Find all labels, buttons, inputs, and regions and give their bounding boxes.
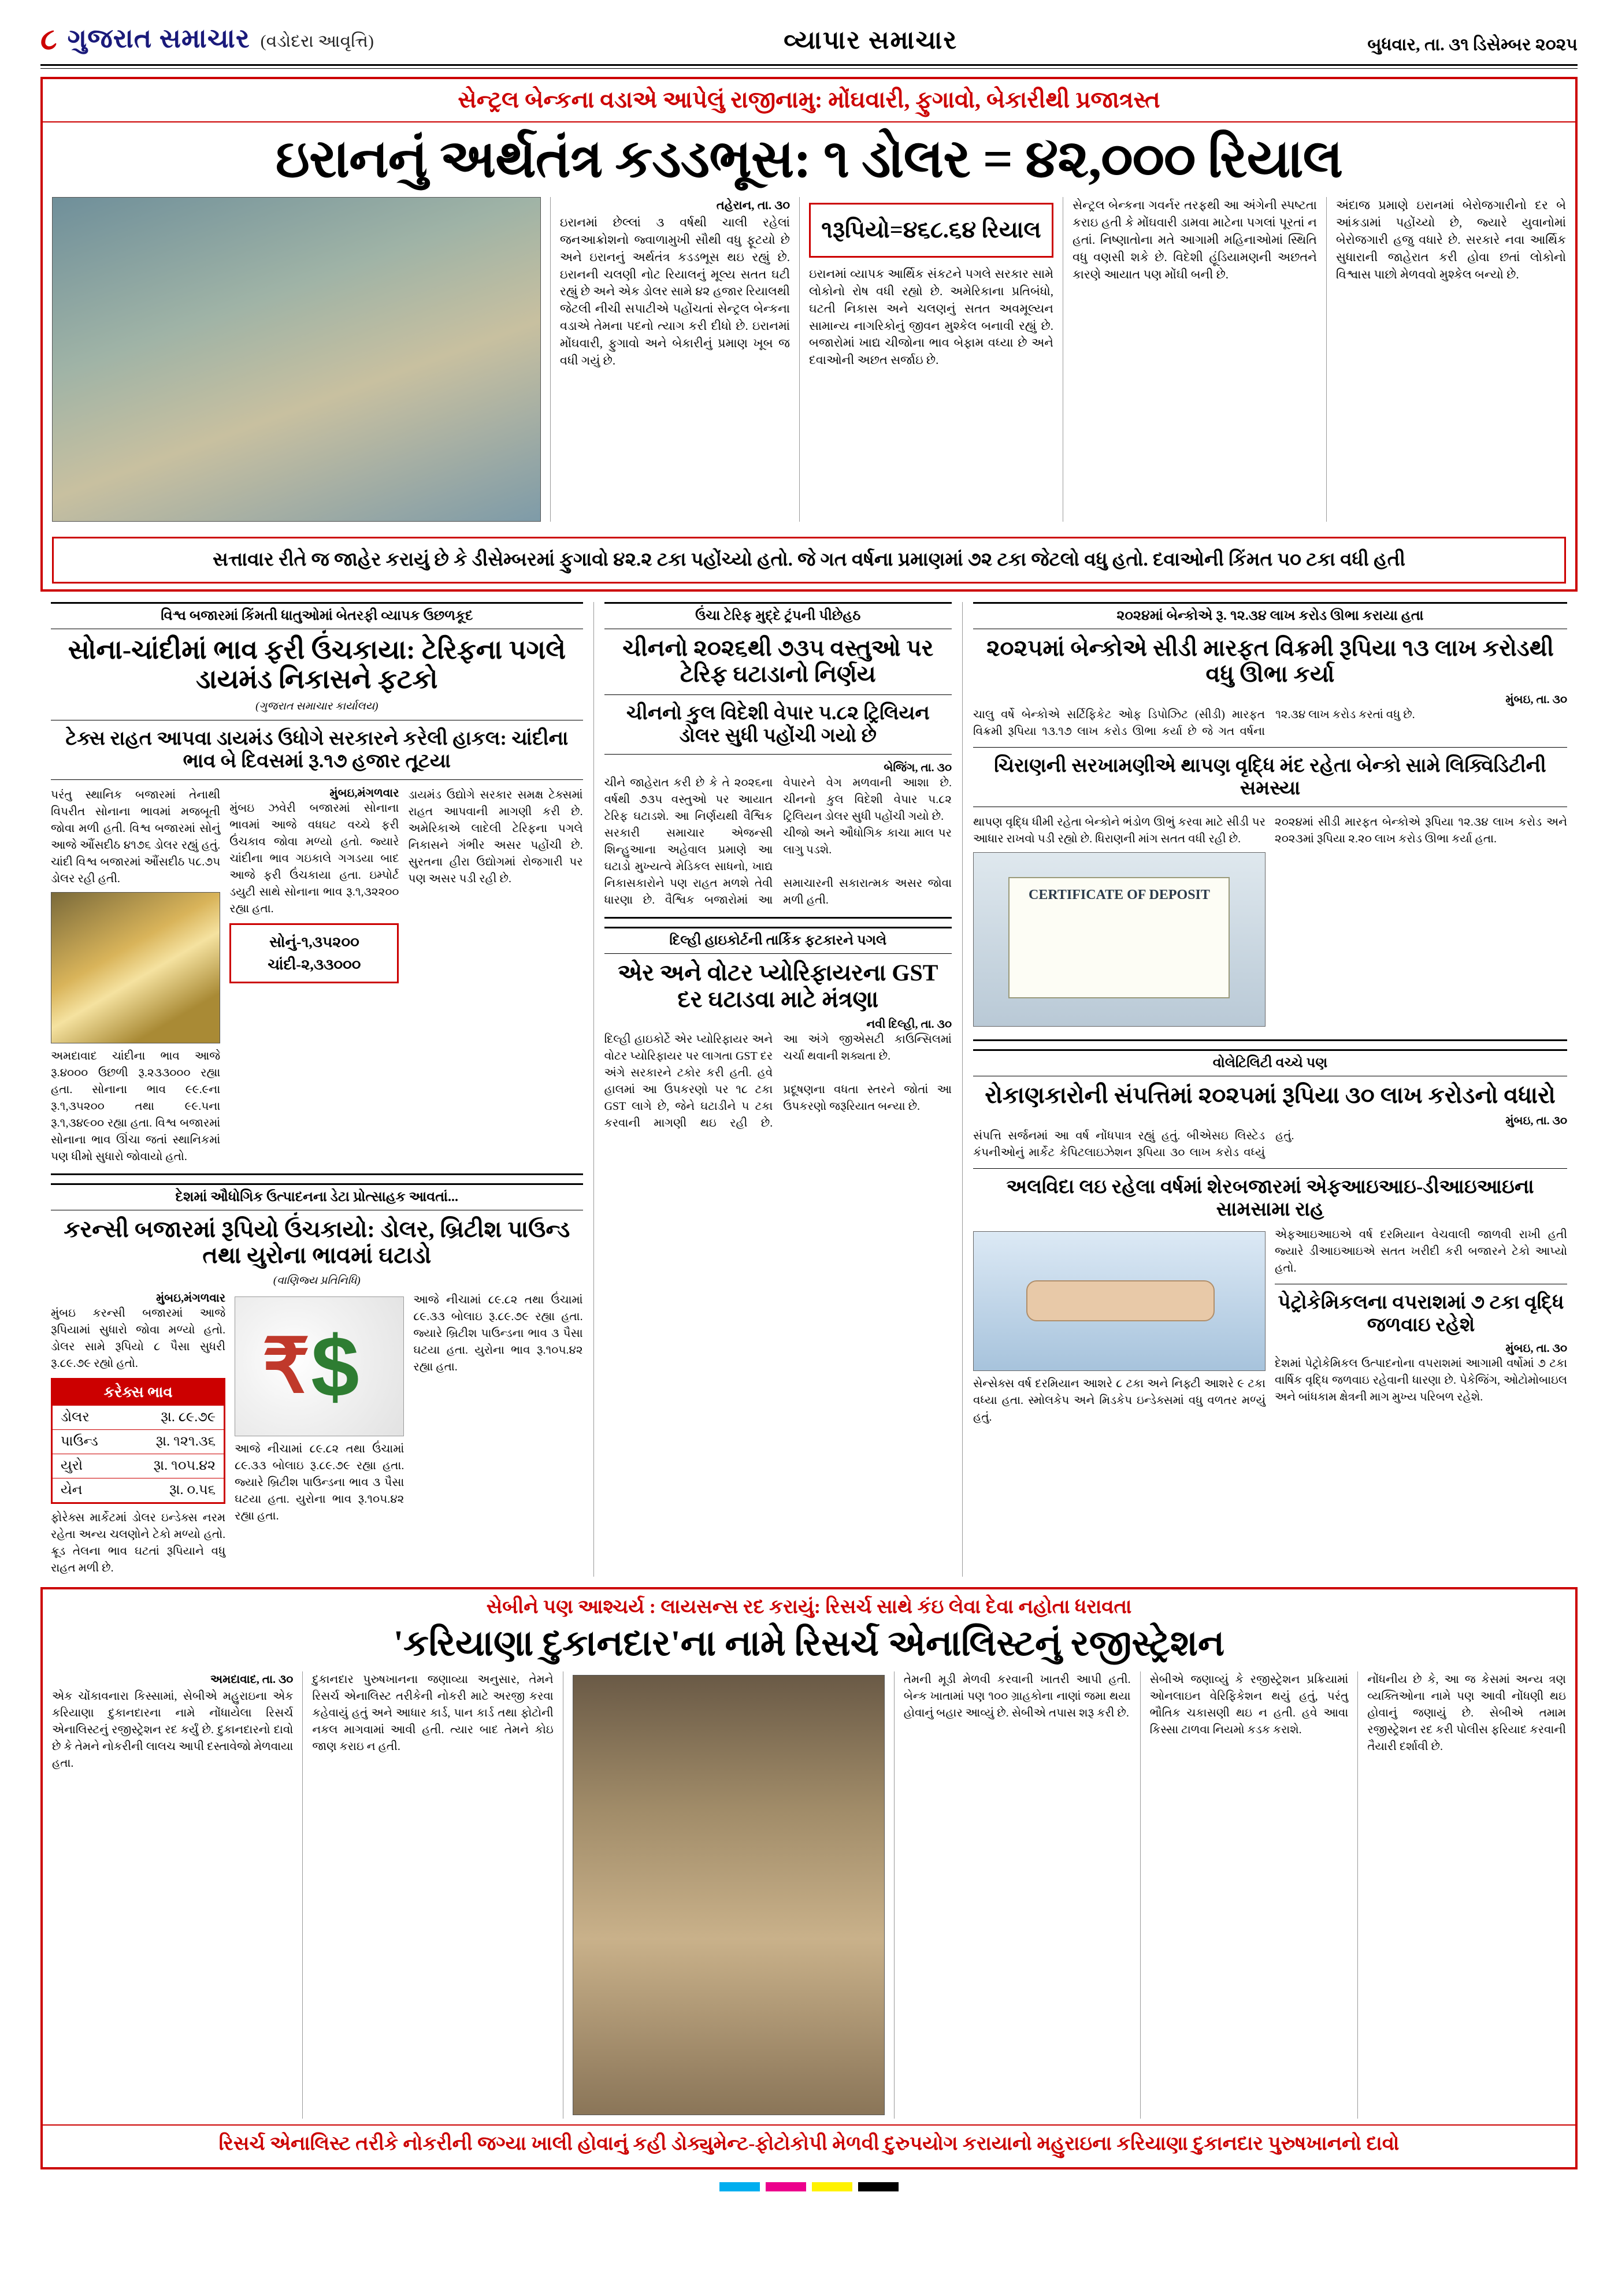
sebi-col5-text: નોંધનીય છે કે, આ જ કેસમાં અન્ય ત્રણ વ્યક્તિઓના નામે પણ આવી નોંધણી થઇ હોવાનું જણાયું છે. સેબીએ તમામ રજીસ્ટ્રેશન રદ કરી પોલીસ ફરિયાદ કરવાની તૈયારી દર્શાવી છે. [1367,1673,1566,1753]
sebi-footer: રિસર્ચ એનાલિસ્ટ તરીકે નોકરીની જગ્યા ખાલી હોવાનું કહી ડોક્યુમેન્ટ-ફોટોકોપી મેળવી દુરુપયોગ કરાયાનો મહુરાઇના કરિયાણા દુકાનદાર પુરુષખાનનો દાવો [43,2124,1575,2160]
lead-dateline: તહેરાન, તા. ૩૦ [716,198,790,213]
tariff-dateline: બેજિંગ, તા. ૩૦ [884,761,952,774]
petro-headline: પેટ્રોકેમિકલના વપરાશમાં ૭ ટકા વૃદ્ધિ જળવાઇ રહેશે [1278,1291,1564,1336]
sebi-kicker: સેબીને પણ આશ્ચર્ય : લાયસન્સ રદ કરાયું: રિસર્ચ સાથે કંઇ લેવા દેવા નહોતા ધરાવતા [486,1596,1132,1618]
gst-sechead: દિલ્હી હાઇકોર્ટની તાર્કિક ફટકારને પગલે [604,927,952,954]
sebi-col-5 [1358,1671,1575,2119]
currency-byline: (વાણિજ્ય પ્રતિનિધિ) [273,1274,361,1287]
bank-body2: થાપણ વૃદ્ધિ ધીમી રહેતા બેન્કોને ભંડોળ ઊભું કરવા માટે સીડી પર આધાર રાખવો પડી રહ્યો છે. ધિરાણની માંગ સતત વધી રહી છે. [973,815,1266,845]
lead-story [40,77,1578,592]
fx-label-yen: યેન [61,1482,83,1498]
sebi-dateline: અમદાવાદ, તા. ૩૦ [210,1673,294,1686]
grocery-shop-interior-photo [573,1675,885,2115]
lead-col-3 [1063,197,1327,522]
issue-date: બુધવાર, તા. ૩૧ ડિસેમ્બર ૨૦૨૫ [1367,35,1578,54]
table-row [53,1478,224,1502]
invest-subheadline: અલવિદા લઇ રહેલા વર્ષમાં શેરબજારમાં એફઆઇઆઇ-ડીઆઇઆઇના સામસામા રાહ [1006,1176,1534,1220]
sebi-col1-text: એક ચોંકાવનારા કિસ્સામાં, સેબીએ મહુરાઇના એક કરિયાણા દુકાનદારના નામે નોંધાયેલા રિસર્ચ એનાલિસ્ટનું રજીસ્ટ્રેશન રદ કર્યું છે. દુકાનદારનો દાવો છે કે તેમને નોકરીની લાલચ આપી દસ્તાવેજો મેળવાયા હતા. [52,1690,294,1770]
petro-dateline: મુંબઇ, તા. ૩૦ [1505,1342,1567,1355]
invest-sechead: વોલેટિલિટી વચ્ચે પણ [973,1049,1567,1076]
sebi-col-1 [43,1671,303,2119]
sona-subhead: ટેક્સ રાહત આપવા ડાયમંડ ઉધોગે સરકારને કરેલી હાકલ: ચાંદીના ભાવ બે દિવસમાં રૂ.૧૭ હજાર તૂટયા [65,727,569,772]
masthead-left [40,23,374,55]
rupee-symbol-icon: ₹ [262,1324,310,1409]
certificate-label: CERTIFICATE OF DEPOSIT [1008,877,1230,998]
section-title: વ્યાપાર સમાચાર [784,26,958,54]
gold-bars-photo [51,892,220,1043]
table-row [53,1406,224,1430]
tariff-body3: નિકાસકારોને પણ રાહત મળશે તેવી ધારણા છે. વૈશ્વિક બજારોમાં આ સમાચારની સકારાત્મક અસર જોવા મળી હતી. [604,876,952,906]
cmyk-yellow-swatch [812,2182,852,2191]
bank-body1: ચાલુ વર્ષે બેન્કોએ સર્ટિફિકેટ ઓફ ડિપોઝિટ (સીડી) મારફત વિક્રમી રૂપિયા ૧૩.૧૭ લાખ કરોડ ઊભા કર્યા છે જે ગત વર્ષના ૧૨.૩૪ લાખ કરોડ કરતાં વધુ છે. [973,708,1415,738]
gst-body2: હાલમાં આ ઉપકરણો પર ૧૮ ટકા GST લાગે છે, જેને ઘટાડીને ૫ ટકા કરવાની માગણી થઇ રહી છે. પ્રદૂષણના વધતા સ્તરને જોતાં આ ઉપકરણો જરૂરિયાત બન્યા છે. [604,1083,952,1130]
fx-label-pound: પાઉન્ડ [61,1433,98,1449]
sebi-col3-text: તેમની મૂડી મેળવી કરવાની ખાતરી આપી હતી. બેન્ક ખાતામાં પણ ૧૦૦ ગ્રાહકોના નાણાં જમા થયા હોવાનું બહાર આવ્યું છે. સેબીએ તપાસ શરૂ કરી છે. [903,1673,1131,1720]
dollar-symbol-icon: $ [311,1317,359,1415]
fx-label-euro: યુરો [61,1458,83,1473]
left-block [40,602,594,1577]
silver-price: ચાંદી-૨,૩૩૦૦૦ [268,956,361,973]
currency-headline: કરન્સી બજારમાં રૂપિયો ઉંચકાયો: ડોલર, બ્રિટીશ પાઉન્ડ તથા યુરોના ભાવમાં ઘટાડો [64,1216,570,1269]
sona-headline: સોના-ચાંદીમાં ભાવ ફરી ઉંચકાયા: ટેરિફના પગલે ડાયમંડ નિકાસને ફટકો [68,634,566,694]
cmyk-magenta-swatch [766,2182,806,2191]
sona-body4: ડાયમંડ ઉદ્યોગે સરકાર સમક્ષ ટેક્સમાં રાહત આપવાની માગણી કરી છે. અમેરિકાએ લાદેલી ટેરિફના પગલે નિકાસને ગંભીર અસર પહોંચી છે. સુરતના હીરા ઉદ્યોગમાં રોજગારી પર પણ અસર પડી રહી છે. [408,788,583,885]
lead-kicker: સેન્ટ્રલ બેન્કના વડાએ આપેલું રાજીનામુ: મોંઘવારી, ફુગાવો, બેકારીથી પ્રજાત્રસ્ત [43,79,1575,122]
lead-col1-text: ઇરાનમાં છેલ્લાં ૩ વર્ષથી ચાલી રહેલાં જનઆક્રોશનો જ્વાળામુખી સૌથી વધુ ફૂટયો છે અને ઇરાનનું અર્થતંત્ર કડડભૂસ થઇ રહ્યું છે. ઇરાનની ચલણી નોટ રિયાલનું મૂલ્ય સતત ઘટી રહ્યું છે અને એક ડોલર સામે ૪૨ હજાર રિયાલથી જેટલી નીચી સપાટીએ પહોંચતાં સેન્ટ્રલ બેન્કના વડાએ તેમના પદનો ત્યાગ કરી દીધો છે. ઇરાનમાં મોંઘવારી, ફુગાવો અને બેકારીનું પ્રમાણ ખૂબ જ વધી ગયું છે. [559,216,790,367]
right-block [963,602,1578,1577]
invest-body1: સંપત્તિ સર્જનમાં આ વર્ષ નોંધપાત્ર રહ્યું હતું. બીએસઇ લિસ્ટેડ કંપનીઓનું માર્કેટ કેપિટલાઇઝેશન રૂપિયા ૩૦ લાખ કરોડ વધ્યું હતું. [973,1129,1294,1159]
forex-rates-table [51,1378,225,1504]
invest-body2: એફઆઇઆઇએ વર્ષ દરમિયાન વેચવાલી જાળવી રાખી હતી જ્યારે ડીઆઇઆઇએ સતત ખરીદી કરી બજારને ટેકો આપ્યો હતો. [1274,1228,1567,1275]
fx-value-pound: રૂા. ૧૨૧.૩૬ [155,1433,216,1449]
tariff-subhead: ચીનનો કુલ વિદેશી વેપાર ૫.૮૨ ટ્રિલિયન ડોલર સુધી પહોંચી ગયો છે [626,702,930,746]
currency-dateline: મુંબઇ,મંગળવાર [156,1291,226,1305]
metal-price-box [229,923,399,983]
lead-col-2 [800,197,1063,522]
handshake-photo [973,1231,1266,1371]
invest-headline: રોકાણકારોની સંપત્તિમાં ૨૦૨૫માં રૂપિયા ૩૦ લાખ કરોડનો વધારો [985,1082,1556,1108]
currency-body2: આજે નીચામાં ૮૯.૮૨ તથા ઉંચામાં ૮૯.૩૩ બોલાઇ રૂ.૮૯.૭૯ રહ્યા હતા. જ્યારે બ્રિટીશ પાઉન્ડના ભાવ ૩ પૈસા ઘટયા હતા. યુરોના ભાવ રૂ.૧૦૫.૪૨ રહ્યા હતા. [235,1442,404,1522]
cmyk-black-swatch [858,2182,899,2191]
gst-dateline: નવી દિલ્હી, તા. ૩૦ [866,1018,952,1031]
lead-col-4 [1327,197,1575,522]
cmyk-cyan-swatch [719,2182,760,2191]
lead-col-1 [551,197,800,522]
mid-section [40,602,1578,1577]
lead-col3-text: સેન્ટ્રલ બેન્કના ગવર્નર તરફથી આ અંગેની સ્પષ્ટતા કરાઇ હતી કે મોંઘવારી ડામવા માટેના પગલાં પૂરતાં ન હતાં. નિષ્ણાતોના મતે આગામી મહિનાઓમાં સ્થિતિ વધુ વણસી શકે છે. વિદેશી હૂંડિયામણની અછતને કારણે આયાત પણ મોંઘી બની છે. [1072,198,1317,281]
sona-byline: (ગુજરાત સમાચાર કાર્યાલય) [255,700,378,712]
forex-table-title: કરેક્સ ભાવ [53,1380,224,1406]
sebi-col-2 [303,1671,563,2119]
sebi-body [43,1671,1575,2119]
sebi-col2-text: દુકાનદાર પુરુષખાનના જણાવ્યા અનુસાર, તેમને રિસર્ચ એનાલિસ્ટ તરીકેની નોકરી માટે અરજી કરવા કહેવાયું હતું અને આધાર કાર્ડ, પાન કાર્ડ તથા ફોટોની નકલ માગવામાં આવી હતી. ત્યાર બાદ તેમને કોઇ જાણ કરાઇ ન હતી. [312,1673,554,1753]
bank-subheadline: ચિરાણની સરખામણીએ થાપણ વૃદ્ધિ મંદ રહેતા બેન્કો સામે લિક્વિડિટીની સમસ્યા [994,755,1546,799]
sebi-col-4 [1141,1671,1359,2119]
sona-body2: મુંબઇ ઝવેરી બજારમાં સોનાના ભાવમાં આજે વધઘટ વચ્ચે ફરી ઉંચકાવ જોવા મળ્યો હતો. જ્યારે ચાંદીના ભાવ ગઇકાલે ગગડયા બાદ આજે ફરી ઉંચકાયા હતા. ઇમ્પોર્ટ ડયુટી સાથે સોનાના ભાવ રૂ.૧,૩૨૨૦૦ રહ્યા હતા. [229,801,399,915]
sona-dateline: મુંબઇ,મંગળવાર [329,786,399,800]
sona-sechead: વિશ્વ બજારમાં કિંમતી ધાતુઓમાં બેતરફી વ્યાપક ઉછળકૂદ [51,602,583,629]
tariff-headline: ચીનનો ૨૦૨૬થી ૭૩૫ વસ્તુઓ પર ટેરિફ ઘટાડાનો નિર્ણય [622,634,934,688]
tariff-sechead: ઉંચા ટેરિફ મુદ્દે ટ્રંપની પીછેહઠ [604,602,952,629]
bank-sechead: ૨૦૨૪માં બેન્કોએ રૂ. ૧૨.૩૪ લાખ કરોડ ઊભા કરાયા હતા [973,602,1567,629]
currency-body1: મુંબઇ કરન્સી બજારમાં આજે રૂપિયામાં સુધારો જોવા મળ્યો હતો. ડોલર સામે રૂપિયો ૮ પૈસા સુધરી રૂ.૮૯.૭૯ રહ્યો હતો. [51,1306,226,1370]
table-row [53,1430,224,1454]
bank-dateline: મુંબઇ, તા. ૩૦ [1505,693,1567,706]
rupee-dollar-symbols-graphic [235,1296,404,1436]
edition-label: (વડોદરા આવૃત્તિ) [260,32,374,51]
certificate-of-deposit-photo [973,852,1266,1027]
masthead [0,0,1618,61]
sebi-story [40,1587,1578,2169]
fx-value-euro: રૂા. ૧૦૫.૪૨ [153,1458,216,1473]
rate-callout: ૧રૂપિયો=૪૬૮.૬૪ રિયાલ [809,203,1053,258]
lead-col4-text: અંદાજ પ્રમાણે ઇરાનમાં બેરોજગારીનો દર બે આંકડામાં પહોંચ્યો છે, જ્યારે યુવાનોમાં બેરોજગારી હજુ વધારે છે. સરકારે નવા આર્થિક સુધારાની જાહેરાત કરી હોવા છતાં લોકોનો વિશ્વાસ પાછો મેળવવો મુશ્કેલ બન્યો છે. [1335,198,1566,281]
iranian-rial-banknotes-photo [52,197,541,522]
paper-name: ગુજરાત સમાચાર [67,24,250,53]
gst-headline: એર અને વોટર પ્યોરિફાયરના GST દર ઘટાડવા માટે મંત્રણા [618,959,938,1012]
fx-value-yen: રૂા. ૦.૫૬ [169,1482,216,1498]
tariff-body2: સરકારી સમાચાર એજન્સી શિન્હુઆના અહેવાલ પ્રમાણે આ ઘટાડો મુખ્યત્વે મેડિકલ સાધનો, ખાદ્ય ચીજો અને ઔધોગિક કાચા માલ પર લાગુ પડશે. [604,826,952,873]
lead-photo-col [43,197,551,522]
sebi-headline: 'કરિયાણા દુકાનદાર'ના નામે રિસર્ચ એનાલિસ્ટનું રજીસ્ટ્રેશન [393,1623,1225,1663]
lead-body [43,197,1575,531]
gst-body1: દિલ્હી હાઇકોર્ટે એર પ્યોરિફાયર અને વોટર પ્યોરિફાયર પર લાગતા GST દર અંગે સરકારને ટકોર કરી હતી. હવે આ અંગે જીએસટી કાઉન્સિલમાં ચર્ચા થવાની શક્યતા છે. [604,1033,952,1080]
lead-headline: ઇરાનનું અર્થતંત્ર કડડભૂસ: ૧ ડોલર = ૪૨,૦૦૦ રિયાલ [275,129,1343,188]
fx-label-dollar: ડોલર [61,1409,90,1425]
tariff-body1: ચીને જાહેરાત કરી છે કે તે ૨૦૨૬ના વર્ષથી ૭૩૫ વસ્તુઓ પર આયાત ટેરિફ ઘટાડશે. આ નિર્ણયથી વૈશ્વિક વેપારને વેગ મળવાની આશા છે. ચીનનો કુલ વિદેશી વેપાર ૫.૮૨ ટ્રિલિયન ડોલર સુધી પહોંચી ગયો છે. [604,776,952,823]
currency-body2b: આજે નીચામાં ૮૯.૮૨ તથા ઉંચામાં ૮૯.૩૩ બોલાઇ રૂ.૮૯.૭૯ રહ્યા હતા. જ્યારે બ્રિટીશ પાઉન્ડના ભાવ ૩ પૈસા ઘટયા હતા. યુરોના ભાવ રૂ.૧૦૫.૪૨ રહ્યા હતા. [413,1293,583,1373]
center-block [594,602,963,1577]
bank-body3: ૨૦૨૪માં સીડી મારફત બેન્કોએ રૂપિયા ૧૨.૩૪ લાખ કરોડ અને ૨૦૨૩માં રૂપિયા ૨.૨૦ લાખ કરોડ ઊભા કર્યા હતા. [1274,815,1567,845]
currency-body3: ફોરેક્સ માર્કેટમાં ડોલર ઇન્ડેક્સ નરમ રહેતા અન્ય ચલણોને ટેકો મળ્યો હતો. ક્રૂડ તેલના ભાવ ઘટતાં રૂપિયાને વધુ રાહત મળી છે. [51,1511,226,1574]
sebi-photo-col [563,1671,895,2119]
cmyk-registration-bar [0,2169,1618,2201]
masthead-rule-thin [40,68,1578,69]
sona-body3: અમદાવાદ ચાંદીના ભાવ આજે રૂ.૪૦૦૦ ઉછળી રૂ.૨૩૩૦૦૦ રહ્યા હતા. સોનાના ભાવ ૯૯.૯ના રૂ.૧,૩૫૨૦૦ તથા ૯૯.૫ના રૂ.૧,૩૪૯૦૦ રહ્યા હતા. વિશ્વ બજારમાં સોનાના ભાવ ઊંચા જતાં સ્થાનિકમાં પણ ધીમો સુધારો જોવાયો હતો. [51,1049,221,1163]
masthead-rule [40,64,1578,66]
invest-dateline: મુંબઇ, તા. ૩૦ [1505,1114,1567,1127]
lead-col2-text: ઇરાનમાં વ્યાપક આર્થિક સંકટને પગલે સરકાર સામે લોકોનો રોષ વધી રહ્યો છે. અમેરિકાના પ્રતિબંધો, ઘટતી નિકાસ અને ચલણનું સતત અવમૂલ્યન સામાન્ય નાગરિકોનું જીવન મુશ્કેલ બનાવી રહ્યું છે. બજારોમાં ખાદ્ય ચીજોના ભાવ બેફામ વધ્યા છે અને દવાઓની અછત સર્જાઇ છે. [809,267,1053,367]
lead-highlight-box: સત્તાવાર રીતે જ જાહેર કરાયું છે કે ડીસેમ્બરમાં ફુગાવો ૪૨.૨ ટકા પહોંચ્યો હતો. જે ગત વર્ષના પ્રમાણમાં ૭૨ ટકા જેટલો વધુ હતો. દવાઓની કિંમત ૫૦ ટકા વધી હતી [52,537,1566,583]
sebi-col4-text: સેબીએ જણાવ્યું કે રજીસ્ટ્રેશન પ્રક્રિયામાં ઓનલાઇન વેરિફિકેશન થયું હતું, પરંતુ ભૌતિક ચકાસણી થઇ ન હતી. હવે આવા કિસ્સા ટાળવા નિયમો કડક કરાશે. [1149,1673,1349,1737]
page-number: ૮ [40,23,57,56]
fx-value-dollar: રૂા. ૮૯.૭૯ [161,1409,216,1425]
invest-body3: સેન્સેક્સ વર્ષ દરમિયાન આશરે ૮ ટકા અને નિફ્ટી આશરે ૯ ટકા વધ્યા હતા. સ્મોલકેપ અને મિડકેપ ઇન્ડેક્સમાં વધુ વળતર મળ્યું હતું. [973,1377,1266,1424]
table-row [53,1454,224,1478]
sona-body1: પરંતુ સ્થાનિક બજારમાં તેનાથી વિપરીત સોનાના ભાવમાં મજબૂતી જોવા મળી હતી. વિશ્વ બજારમાં સોનું આજે ઔંસદીઠ ૪૧૭૬ ડોલર રહ્યું હતું. ચાંદી વિશ્વ બજારમાં ઔંસદીઠ ૫૮.૭૫ ડોલર રહી હતી. [51,788,221,885]
sebi-col-3 [895,1671,1141,2119]
bank-headline: ૨૦૨૫માં બેન્કોએ સીડી મારફત વિક્રમી રૂપિયા ૧૩ લાખ કરોડથી વધુ ઊભા કર્યા [986,634,1554,688]
currency-sechead: દેશમાં ઔધોગિક ઉત્પાદનના ડેટા પ્રોત્સાહક આવતાં... [51,1183,583,1210]
petro-body: દેશમાં પેટ્રોકેમિકલ ઉત્પાદનોના વપરાશમાં આગામી વર્ષોમાં ૭ ટકા વાર્ષિક વૃદ્ધિ જળવાઇ રહેવાની ધારણા છે. પેકેજિંગ, ઓટોમોબાઇલ અને બાંધકામ ક્ષેત્રની માગ મુખ્ય પરિબળ રહેશે. [1274,1357,1567,1403]
gold-price: સોનું-૧,૩૫૨૦૦ [269,933,359,950]
